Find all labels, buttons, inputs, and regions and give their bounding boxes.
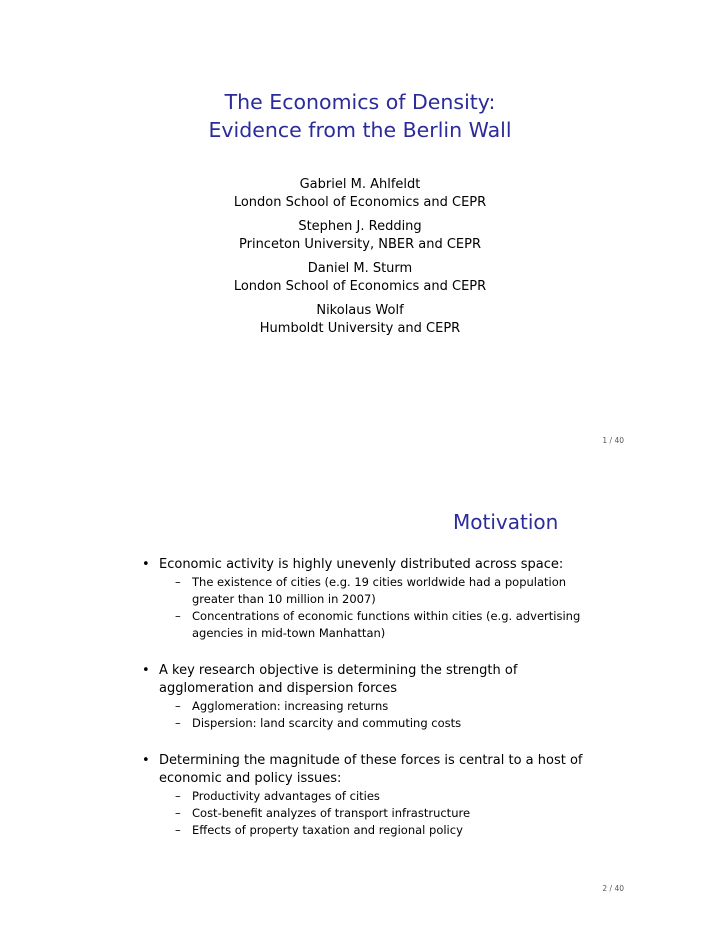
- sub-item-text: Cost-benefit analyzes of transport infrastructure: [192, 806, 471, 820]
- page-number: 1 / 40: [602, 436, 624, 445]
- author-affiliation: Humboldt University and CEPR: [259, 321, 461, 336]
- sub-item-text: Agglomeration: increasing returns: [192, 699, 389, 713]
- author-name: Stephen J. Redding: [298, 219, 422, 234]
- author-entry: [0, 260, 720, 296]
- dash-icon: –: [175, 575, 181, 589]
- sub-list-item: [159, 788, 602, 805]
- dash-icon: –: [175, 823, 181, 837]
- presentation-title: [0, 88, 720, 144]
- motivation-slide: [0, 466, 720, 932]
- list-item: [142, 752, 602, 839]
- title-line-1: The Economics of Density:: [224, 90, 496, 114]
- author-list: [0, 176, 720, 344]
- author-name: Daniel M. Sturm: [307, 261, 413, 276]
- sub-list-item: [159, 698, 602, 715]
- sub-list-item: [159, 608, 602, 642]
- author-affiliation: London School of Economics and CEPR: [233, 279, 487, 294]
- page-number: 2 / 40: [602, 884, 624, 893]
- author-entry: [0, 218, 720, 254]
- list-item: [142, 556, 602, 642]
- bullet-icon: •: [142, 753, 150, 768]
- bullet-text: Determining the magnitude of these forces is central to a host of economic and policy issues:: [159, 753, 583, 786]
- dash-icon: –: [175, 806, 181, 820]
- bullet-text: A key research objective is determining the strength of agglomeration and dispersion forces: [159, 663, 518, 696]
- author-affiliation: Princeton University, NBER and CEPR: [239, 237, 481, 252]
- author-affiliation: London School of Economics and CEPR: [233, 195, 487, 210]
- sub-item-text: Productivity advantages of cities: [192, 789, 380, 803]
- slide-title: Motivation: [453, 510, 559, 534]
- author-name: Gabriel M. Ahlfeldt: [299, 177, 421, 192]
- sub-list-item: [159, 574, 602, 608]
- sub-list-item: [159, 715, 602, 732]
- dash-icon: –: [175, 716, 181, 730]
- bullet-text: Economic activity is highly unevenly distributed across space:: [159, 557, 564, 572]
- sub-item-text: Effects of property taxation and regional policy: [192, 823, 463, 837]
- sub-item-text: Concentrations of economic functions within cities (e.g. advertising agencies in mid-town Manhattan): [192, 609, 581, 640]
- sub-item-text: The existence of cities (e.g. 19 cities worldwide had a population greater than 10 million in 2007): [192, 575, 567, 606]
- bullet-list: [142, 556, 602, 859]
- author-entry: [0, 176, 720, 212]
- dash-icon: –: [175, 609, 181, 623]
- sub-list-item: [159, 805, 602, 822]
- sub-list-item: [159, 822, 602, 839]
- list-item: [142, 662, 602, 732]
- dash-icon: –: [175, 789, 181, 803]
- author-name: Nikolaus Wolf: [316, 303, 404, 318]
- bullet-icon: •: [142, 663, 150, 678]
- bullet-icon: •: [142, 557, 150, 572]
- sub-item-text: Dispersion: land scarcity and commuting costs: [192, 716, 462, 730]
- dash-icon: –: [175, 699, 181, 713]
- author-entry: [0, 302, 720, 338]
- title-line-2: Evidence from the Berlin Wall: [208, 118, 512, 142]
